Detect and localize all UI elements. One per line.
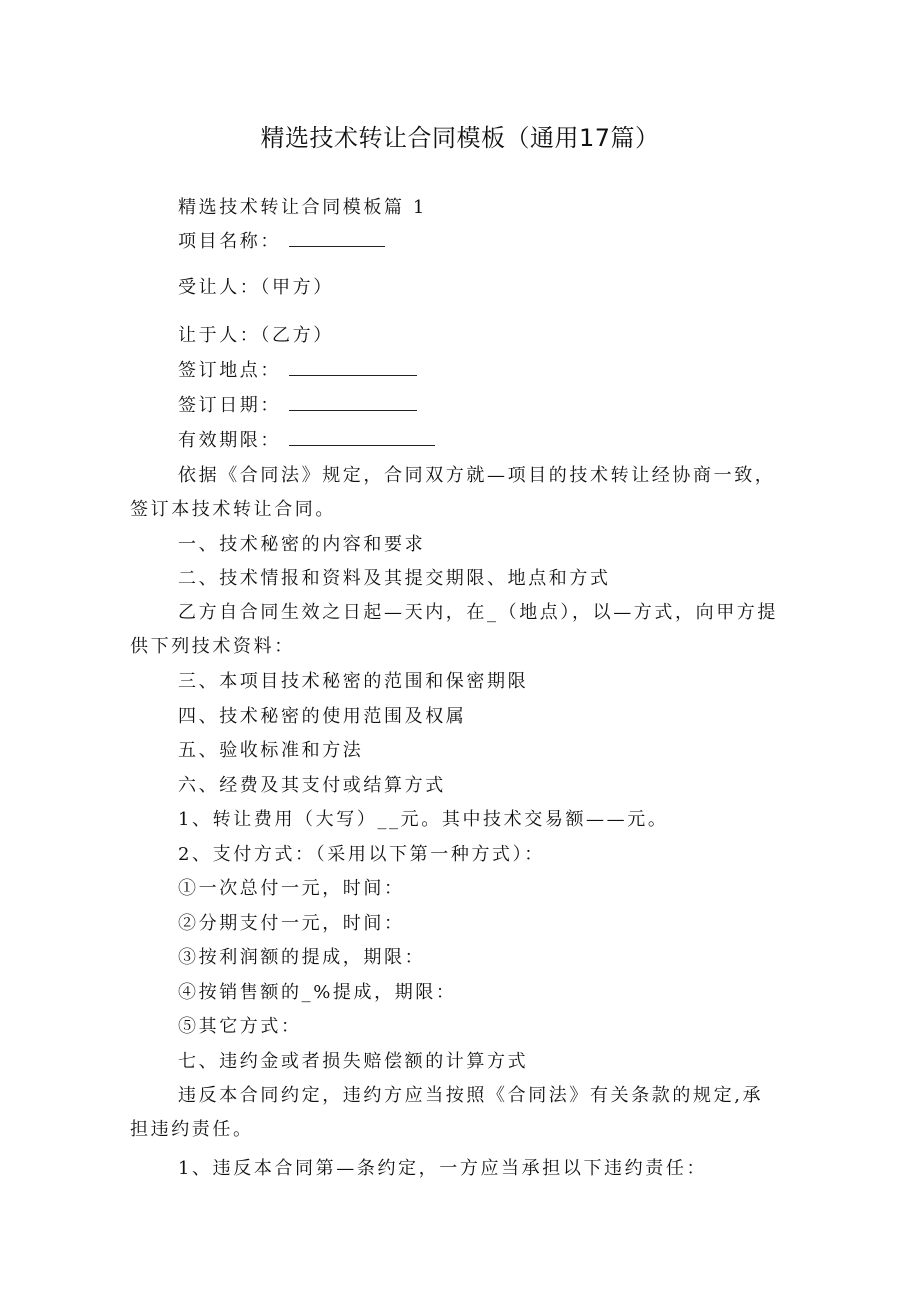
paragraph-delivery: 乙方自合同生效之日起—天内，在_（地点），以—方式，向甲方提供下列技术资料： (130, 602, 778, 657)
field-project-name (178, 230, 385, 254)
item-breach-1: 1、违反本合同第—条约定，一方应当承担以下违约责任： (178, 1158, 708, 1179)
heading-7: 七、违约金或者损失赔偿额的计算方式 (178, 1051, 529, 1072)
section-heading: 精选技术转让合同模板篇 1 (178, 197, 427, 218)
field-label: 项目名称： (178, 231, 281, 252)
field-validity (178, 429, 435, 453)
blank-line (289, 429, 435, 446)
blank-line (289, 394, 417, 411)
item-payment: 2、支付方式：（采用以下第一种方式）： (178, 844, 545, 865)
paragraph-breach: 违反本合同约定，违约方应当按照《合同法》有关条款的规定,承担违约责任。 (130, 1085, 764, 1140)
field-label: 签订地点： (178, 360, 281, 381)
field-label: 有效期限： (178, 430, 281, 451)
heading-1: 一、技术秘密的内容和要求 (178, 534, 426, 555)
item-fee: 1、转让费用（大写）__元。其中技术交易额——元。 (178, 809, 669, 830)
heading-2: 二、技术情报和资料及其提交期限、地点和方式 (178, 568, 611, 589)
option-2: ②分期支付一元，时间： (178, 913, 405, 934)
blank-line (289, 359, 417, 376)
option-5: ⑤其它方式： (178, 1016, 302, 1037)
heading-3: 三、本项目技术秘密的范围和保密期限 (178, 671, 529, 692)
document-title: 精选技术转让合同模板（通用17篇） (260, 124, 660, 152)
paragraph-basis: 依据《合同法》规定，合同双方就—项目的技术转让经协商一致，签订本技术转让合同。 (130, 465, 776, 520)
heading-6: 六、经费及其支付或结算方式 (178, 775, 446, 796)
heading-4: 四、技术秘密的使用范围及权属 (178, 706, 467, 727)
blank-line (289, 230, 385, 247)
field-assignee: 受让人：（甲方） (178, 277, 334, 298)
field-label: 签订日期： (178, 395, 281, 416)
field-assignor: 让于人：（乙方） (178, 325, 334, 346)
field-sign-date (178, 394, 417, 418)
option-3: ③按利润额的提成，期限： (178, 947, 426, 968)
field-sign-place (178, 359, 417, 383)
option-4: ④按销售额的_%提成，期限： (178, 982, 457, 1003)
heading-5: 五、验收标准和方法 (178, 740, 364, 761)
option-1: ①一次总付一元，时间： (178, 878, 405, 899)
